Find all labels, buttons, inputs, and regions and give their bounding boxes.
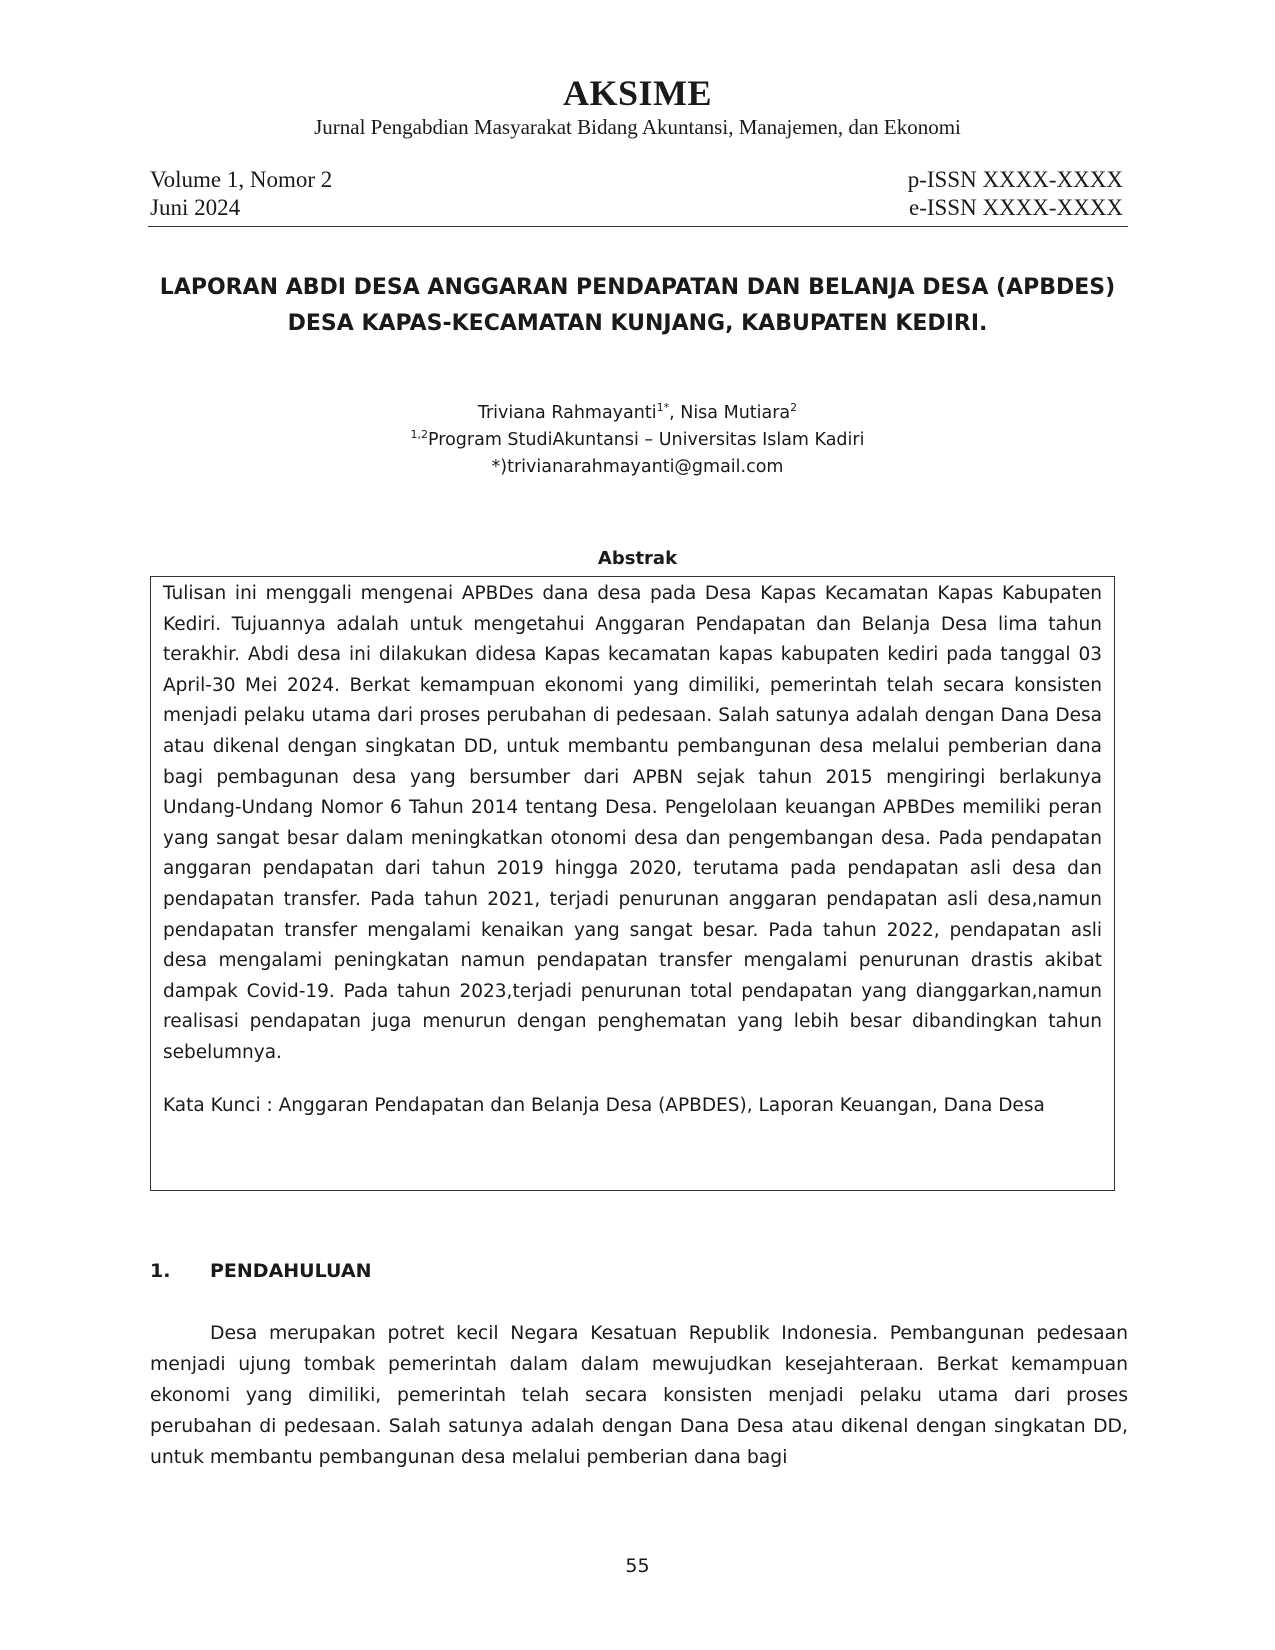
header-divider bbox=[148, 226, 1128, 227]
paper-title bbox=[120, 270, 1155, 342]
journal-subtitle: Jurnal Pengabdian Masyarakat Bidang Akuntansi, Manajemen, dan Ekonomi bbox=[314, 115, 961, 139]
abstract-heading: Abstrak bbox=[597, 548, 678, 569]
volume-number: Volume 1, Nomor 2 bbox=[150, 167, 333, 192]
section-number: 1. bbox=[150, 1260, 171, 1282]
abstract-box bbox=[150, 576, 1115, 1191]
keywords: Kata Kunci : Anggaran Pendapatan dan Belanja Desa (APBDES), Laporan Keuangan, Dana Desa bbox=[163, 1094, 1045, 1116]
section-title: PENDAHULUAN bbox=[210, 1260, 372, 1282]
author-1-marker: 1* bbox=[656, 401, 670, 414]
paper-title-line-1: LAPORAN ABDI DESA ANGGARAN PENDAPATAN DAN BELANJA DESA (APBDES) bbox=[159, 275, 1116, 300]
affiliation-marker: 1,2 bbox=[410, 428, 429, 441]
p-issn: p-ISSN XXXX-XXXX bbox=[907, 167, 1123, 192]
page-number: 55 bbox=[625, 1555, 650, 1577]
authors-block bbox=[0, 400, 1275, 481]
affiliation-line bbox=[0, 427, 1275, 454]
issue-info bbox=[150, 166, 332, 222]
issn-info bbox=[908, 166, 1123, 222]
abstract-text: Tulisan ini menggali mengenai APBDes dana desa pada Desa Kapas Kecamatan Kapas Kabupaten Kediri. Tujuannya adalah untuk mengetahui Anggaran Pendapatan dan Belanja Desa lima tahun terakhir. Abdi desa ini dilakukan didesa Kapas kecamatan kapas kabupaten kediri pada tanggal 03 April-30 Mei 2024. Berkat kemampuan ekonomi yang dimiliki, pemerintah telah secara konsisten menjadi pelaku utama dari proses perubahan di pedesaan. Salah satunya adalah dengan Dana Desa atau dikenal dengan singkatan DD, untuk membantu pembangunan desa melalui pemberian dana bagi pembagunan desa yang bersumber dari APBN sejak tahun 2015 mengiringi berlakunya Undang-Undang Nomor 6 Tahun 2014 tentang Desa. Pengelolaan keuangan APBDes memiliki peran yang sangat besar dalam meningkatkan otonomi desa dan pengembangan desa. Pada pendapatan anggaran pendapatan dari tahun 2019 hingga 2020, terutama pada pendapatan asli desa dan pendapatan transfer. Pada tahun 2021, terjadi penurunan anggaran pendapatan asli desa,namun pendapatan transfer mengalami kenaikan yang sangat besar. Pada tahun 2022, pendapatan asli desa mengalami peningkatan namun pendapatan transfer mengalami penurunan drastis akibat dampak Covid-19. Pada tahun 2023,terjadi penurunan total pendapatan yang dianggarkan,namun realisasi pendapatan juga menurun dengan penghematan yang lebih besar dibandingkan tahun sebelumnya. bbox=[163, 583, 1102, 1063]
affiliation: Program StudiAkuntansi – Universitas Islam Kadiri bbox=[428, 430, 865, 450]
paper-title-line-2: DESA KAPAS-KECAMATAN KUNJANG, KABUPATEN KEDIRI. bbox=[287, 311, 988, 336]
author-separator: , bbox=[669, 403, 681, 423]
journal-name: AKSIME bbox=[562, 73, 713, 113]
body-paragraph: Desa merupakan potret kecil Negara Kesatuan Republik Indonesia. Pembangunan pedesaan menjadi ujung tombak pemerintah dalam dalam mewujudkan kesejahteraan. Berkat kemampuan ekonomi yang dimiliki, pemerintah telah secara konsisten menjadi pelaku utama dari proses perubahan di pedesaan. Salah satunya adalah dengan Dana Desa atau dikenal dengan singkatan DD, untuk membantu pembangunan desa melalui pemberian dana bagi bbox=[150, 1323, 1128, 1468]
author-2: Nisa Mutiara bbox=[680, 403, 791, 423]
author-2-marker: 2 bbox=[790, 401, 798, 414]
section-heading bbox=[150, 1260, 372, 1282]
issue-date: Juni 2024 bbox=[150, 195, 241, 220]
author-line bbox=[0, 400, 1275, 427]
corresponding-email: *)trivianarahmayanti@gmail.com bbox=[491, 457, 784, 477]
e-issn: e-ISSN XXXX-XXXX bbox=[908, 195, 1123, 220]
author-1: Triviana Rahmayanti bbox=[477, 403, 657, 423]
